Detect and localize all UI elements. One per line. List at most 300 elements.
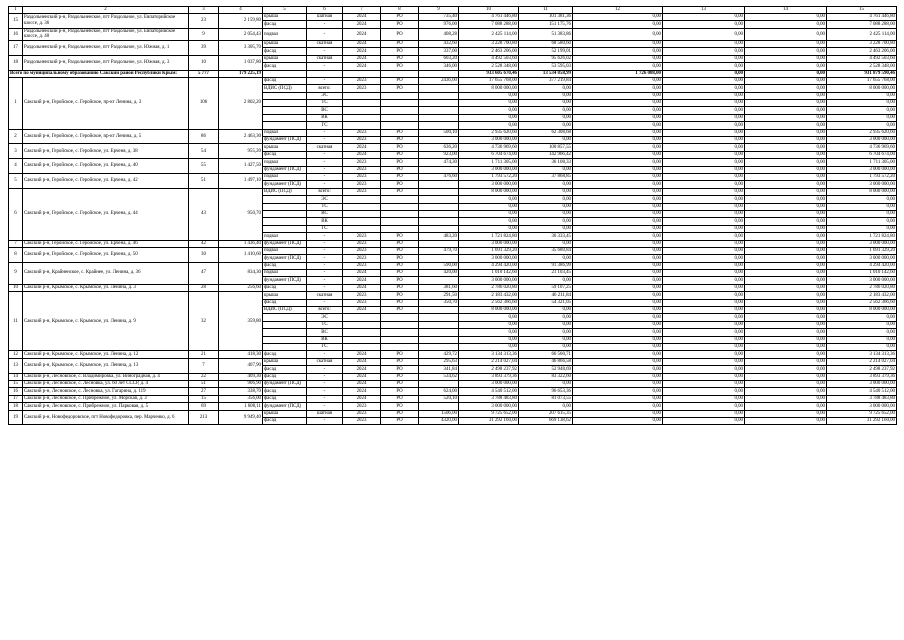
year-cell <box>343 210 381 217</box>
method-cell <box>381 196 419 203</box>
cost-col15-cell: 0,00 <box>827 100 897 107</box>
volume-cell <box>419 181 459 188</box>
cost-col14-cell: 0,00 <box>745 233 827 240</box>
cost-col11-cell: 54 321,05 <box>519 299 573 306</box>
year-cell <box>343 218 381 225</box>
year-cell <box>343 70 381 77</box>
volume-cell <box>419 107 459 114</box>
cost-col13-cell: 0,00 <box>663 203 745 210</box>
method-cell: РО <box>381 292 419 299</box>
column-number-cell: 1 <box>9 7 23 14</box>
volume-cell: 350,70 <box>419 299 459 306</box>
row-number-cell: 15 <box>9 380 23 387</box>
total-cost-cell: 0,00 <box>459 196 519 203</box>
subtype-cell: - <box>307 388 343 395</box>
cost-col11-cell: 100 857,55 <box>519 144 573 151</box>
method-cell <box>381 100 419 107</box>
area-cell: 2 463,30 <box>219 129 263 144</box>
cost-col11-cell: 0,00 <box>519 107 573 114</box>
volume-cell <box>419 114 459 121</box>
total-cost-cell: 1 793 572,20 <box>459 174 519 181</box>
volume-cell: 636,20 <box>419 144 459 151</box>
cost-col12-cell: 0,00 <box>573 225 663 232</box>
apartments-cell: 55 <box>189 159 219 174</box>
subtype-cell: - <box>307 373 343 380</box>
year-cell: 2023 <box>343 417 381 424</box>
row-number-cell: 3 <box>9 144 23 159</box>
row-number-cell: 4 <box>9 159 23 174</box>
subtype-cell: - <box>307 262 343 269</box>
cost-col13-cell: 0,00 <box>663 210 745 217</box>
volume-cell: 474,30 <box>419 159 459 166</box>
column-number-cell: 5 <box>263 7 307 14</box>
cost-col11-cell: 377 219,84 <box>519 77 573 84</box>
cost-col15-cell: 0,00 <box>827 321 897 328</box>
year-cell <box>343 114 381 121</box>
year-cell <box>343 122 381 129</box>
cost-col14-cell: 0,00 <box>745 55 827 62</box>
total-cost-cell: 1 010 142,60 <box>459 270 519 277</box>
cost-col15-cell: 0,00 <box>827 314 897 321</box>
total-cost-cell: 3 000 000,00 <box>459 181 519 188</box>
cost-col12-cell: 0,00 <box>573 28 663 40</box>
method-cell: РО <box>381 233 419 240</box>
work-type-cell: крыша <box>263 410 307 417</box>
work-type-cell: фасад <box>263 388 307 395</box>
address-cell: Сакский р-н, Новофедоровское, пгт Новофедоровка, пер. Марченко, д. 6 <box>23 410 189 425</box>
work-type-cell: фасад <box>263 77 307 84</box>
subtype-cell: - <box>307 240 343 247</box>
cost-col12-cell: 0,00 <box>573 122 663 129</box>
year-cell: 2023 <box>343 181 381 188</box>
cost-col15-cell: 2 214 027,04 <box>827 358 897 365</box>
cost-col13-cell: 0,00 <box>663 233 745 240</box>
cost-col11-cell: 0,00 <box>519 210 573 217</box>
cost-col11-cell: 21 103,45 <box>519 270 573 277</box>
method-cell: РО <box>381 270 419 277</box>
subtype-cell: всего: <box>307 188 343 195</box>
method-cell: РО <box>381 166 419 173</box>
address-cell: Сакский р-н, Геройское, с. Геройское, ул. Ерчена, д. 40 <box>23 159 189 174</box>
volume-cell: 2436,00 <box>419 77 459 84</box>
work-type-cell <box>263 70 307 77</box>
year-cell: 2023 <box>343 159 381 166</box>
total-cost-cell: 0,00 <box>459 343 519 350</box>
row-number-cell: 16 <box>9 388 23 395</box>
work-type-cell: фасад <box>263 151 307 158</box>
cost-col12-cell: 0,00 <box>573 196 663 203</box>
cost-col15-cell: 4 492 503,60 <box>827 55 897 62</box>
cost-col12-cell: 0,00 <box>573 255 663 262</box>
method-cell <box>381 329 419 336</box>
apartments-cell: 27 <box>189 388 219 395</box>
total-cost-cell: 9 725 652,00 <box>459 410 519 417</box>
area-cell: 338,70 <box>219 388 263 395</box>
method-cell <box>381 92 419 99</box>
area-cell: 1 497,10 <box>219 174 263 189</box>
year-cell: 2023 <box>343 129 381 136</box>
cost-col13-cell: 0,00 <box>663 28 745 40</box>
cost-col12-cell: 0,00 <box>573 55 663 62</box>
address-cell: Сакский р-н, Геройское, с. Геройское, ул. Ерчена, д. 50 <box>23 247 189 262</box>
cost-col15-cell: 3 000 000,00 <box>827 240 897 247</box>
subtype-cell: всего: <box>307 85 343 92</box>
method-cell: РО <box>381 284 419 291</box>
column-number-cell: 4 <box>219 7 263 14</box>
total-cost-cell: 2 214 027,04 <box>459 358 519 365</box>
table-row <box>9 395 897 402</box>
subtype-cell: ТС <box>307 203 343 210</box>
column-number-cell: 10 <box>459 7 519 14</box>
cost-col15-cell: 2 562 366,60 <box>827 299 897 306</box>
cost-col12-cell: 0,00 <box>573 210 663 217</box>
cost-col12-cell: 0,00 <box>573 410 663 417</box>
work-type-cell: подвал <box>263 233 307 240</box>
area-cell: 950,70 <box>219 188 263 240</box>
subtype-cell: - <box>307 48 343 55</box>
year-cell: 2024 <box>343 380 381 387</box>
cost-col12-cell: 0,00 <box>573 144 663 151</box>
subtype-cell: ВС <box>307 107 343 114</box>
work-type-cell: подвал <box>263 247 307 254</box>
cost-col11-cell: 0,00 <box>519 255 573 262</box>
volume-cell <box>419 210 459 217</box>
work-type-cell: подвал <box>263 159 307 166</box>
cost-col11-cell: 95 626,02 <box>519 55 573 62</box>
cost-col15-cell: 1 721 824,80 <box>827 233 897 240</box>
row-number-cell: 17 <box>9 395 23 402</box>
total-cost-cell: 3 134 313,36 <box>459 351 519 358</box>
work-type-cell: фундамент (ПСД) <box>263 137 307 144</box>
volume-cell <box>419 122 459 129</box>
subtype-cell: ВК <box>307 336 343 343</box>
cost-col14-cell: 0,00 <box>745 210 827 217</box>
subtype-cell: ТС <box>307 321 343 328</box>
work-type-cell: фундамент (ПСД) <box>263 240 307 247</box>
cost-col13-cell: 0,00 <box>663 40 745 47</box>
subtype-cell: скатная <box>307 40 343 47</box>
method-cell: РО <box>381 181 419 188</box>
row-number-cell: 1 <box>9 77 23 129</box>
cost-col14-cell: 0,00 <box>745 14 827 21</box>
column-number-cell: 12 <box>573 7 663 14</box>
work-type-cell: ВДИС (ПСД) <box>263 85 307 92</box>
cost-col11-cell: 62 308,68 <box>519 129 573 136</box>
method-cell <box>381 336 419 343</box>
year-cell: 2024 <box>343 48 381 55</box>
work-type-cell: фундамент (ПСД) <box>263 277 307 284</box>
area-cell: 418,30 <box>219 351 263 358</box>
row-number-cell: 6 <box>9 188 23 240</box>
year-cell: 2023 <box>343 77 381 84</box>
volume-cell: 534,62 <box>419 373 459 380</box>
table-row <box>9 14 897 21</box>
address-cell: Раздольненский р-н, Раздольненское, пгт Раздольное, ул. Южная, д. 1 <box>23 40 189 55</box>
method-cell: РО <box>381 151 419 158</box>
cost-col11-cell: 0,00 <box>519 100 573 107</box>
cost-col13-cell: 0,00 <box>663 292 745 299</box>
table-row <box>9 28 897 40</box>
subtype-cell: скатная <box>307 55 343 62</box>
apartments-cell: 42 <box>189 240 219 247</box>
column-number-cell: 9 <box>419 7 459 14</box>
volume-cell: 337,00 <box>419 48 459 55</box>
method-cell: РО <box>381 63 419 70</box>
cost-col15-cell: 4 761 446,80 <box>827 14 897 21</box>
apartments-cell: 43 <box>189 188 219 240</box>
cost-col11-cell: 96 653,36 <box>519 388 573 395</box>
subtype-cell: - <box>307 21 343 28</box>
table-row <box>9 262 897 269</box>
method-cell: РО <box>381 188 419 195</box>
cost-col14-cell: 0,00 <box>745 107 827 114</box>
table-row <box>9 373 897 380</box>
volume-cell: 500,10 <box>419 129 459 136</box>
cost-col11-cell: 91 386,99 <box>519 262 573 269</box>
cost-col14-cell: 0,00 <box>745 255 827 262</box>
cost-col12-cell: 0,00 <box>573 129 663 136</box>
row-number-cell: 14 <box>9 373 23 380</box>
total-cost-cell: 8 000 000,00 <box>459 85 519 92</box>
volume-cell: 4320,00 <box>419 417 459 424</box>
subtype-cell: ЭС <box>307 196 343 203</box>
total-cost-cell: 3 000 000,00 <box>459 240 519 247</box>
subtype-cell: - <box>307 270 343 277</box>
volume-cell <box>419 314 459 321</box>
year-cell: 2024 <box>343 351 381 358</box>
method-cell: РО <box>381 351 419 358</box>
year-cell <box>343 203 381 210</box>
work-type-cell: ВДИС (ПСД) <box>263 307 307 314</box>
cost-col13-cell: 0,00 <box>663 144 745 151</box>
subtype-cell: - <box>307 247 343 254</box>
cost-col14-cell: 0,00 <box>745 144 827 151</box>
year-cell: 2024 <box>343 395 381 402</box>
cost-col14-cell: 0,00 <box>745 277 827 284</box>
cost-col11-cell: 0,00 <box>519 114 573 121</box>
area-cell: 906,90 <box>219 380 263 387</box>
address-cell: Сакский р-н, Крымское, с. Крымское, ул. Ленина, д. 12 <box>23 351 189 358</box>
year-cell: 2024 <box>343 14 381 21</box>
method-cell <box>381 314 419 321</box>
total-cost-cell: 2 935 620,60 <box>459 129 519 136</box>
work-type-cell: крыша <box>263 144 307 151</box>
cost-col12-cell: 0,00 <box>573 21 663 28</box>
volume-cell <box>419 255 459 262</box>
year-cell: 2023 <box>343 292 381 299</box>
volume-cell <box>419 92 459 99</box>
work-type-cell: подвал <box>263 174 307 181</box>
work-type-cell: фасад <box>263 366 307 373</box>
subtype-cell: скатная <box>307 292 343 299</box>
cost-col14-cell: 0,00 <box>745 48 827 55</box>
apartments-cell: 22 <box>189 373 219 380</box>
method-cell: РО <box>381 48 419 55</box>
cost-col11-cell: 0,00 <box>519 380 573 387</box>
total-cost-cell: 4 736 969,60 <box>459 144 519 151</box>
apartments-cell: 51 <box>189 380 219 387</box>
cost-col12-cell: 0,00 <box>573 247 663 254</box>
cost-col12-cell: 0,00 <box>573 307 663 314</box>
work-type-cell <box>263 107 307 114</box>
cost-col11-cell: 46 211,84 <box>519 292 573 299</box>
cost-col12-cell: 0,00 <box>573 218 663 225</box>
cost-col14-cell: 0,00 <box>745 403 827 410</box>
area-cell: 1 436,40 <box>219 240 263 247</box>
volume-cell <box>419 188 459 195</box>
volume-cell: 476,60 <box>419 174 459 181</box>
subtype-cell: шатная <box>307 410 343 417</box>
cost-col12-cell: 0,00 <box>573 366 663 373</box>
cost-col11-cell: 0,00 <box>519 122 573 129</box>
cost-col15-cell: 0,00 <box>827 196 897 203</box>
year-cell: 2023 <box>343 174 381 181</box>
cost-col13-cell: 0,00 <box>663 122 745 129</box>
volume-cell: 420,00 <box>419 270 459 277</box>
total-cost-cell: 1 721 824,80 <box>459 233 519 240</box>
year-cell <box>343 329 381 336</box>
apartments-cell: 21 <box>189 351 219 358</box>
cost-col13-cell: 0,00 <box>663 129 745 136</box>
method-cell: РО <box>381 307 419 314</box>
cost-col15-cell: 3 788 483,80 <box>827 395 897 402</box>
cost-col15-cell: 4 540 512,00 <box>827 388 897 395</box>
total-cost-cell: 3 228 700,80 <box>459 40 519 47</box>
year-cell <box>343 321 381 328</box>
method-cell <box>381 321 419 328</box>
cost-col15-cell: 0,00 <box>827 329 897 336</box>
cost-col12-cell: 0,00 <box>573 100 663 107</box>
table-row <box>9 358 897 365</box>
work-type-cell <box>263 100 307 107</box>
apartments-cell: 23 <box>189 14 219 29</box>
work-type-cell: фасад <box>263 262 307 269</box>
cost-col11-cell: 0,00 <box>519 85 573 92</box>
area-cell: 407,90 <box>219 358 263 373</box>
volume-cell: 923,00 <box>419 151 459 158</box>
apartments-cell: 213 <box>189 410 219 425</box>
table-row <box>9 188 897 195</box>
table-row <box>9 380 897 387</box>
cost-col15-cell: 3 000 000,00 <box>827 137 897 144</box>
cost-col12-cell: 0,00 <box>573 284 663 291</box>
work-type-cell <box>263 343 307 350</box>
address-cell: Раздольненский р-н, Раздольненское, пгт Раздольное, ул. Евпаторийское шоссе, д. 36 <box>23 14 189 29</box>
cost-col15-cell: 0,00 <box>827 203 897 210</box>
cost-col15-cell: 8 000 000,00 <box>827 85 897 92</box>
table-row <box>9 77 897 84</box>
year-cell: 2023 <box>343 255 381 262</box>
method-cell <box>381 343 419 350</box>
address-cell: Сакский р-н, Геройское, с. Геройское, ул. Ерчена, д. 44 <box>23 188 189 240</box>
cost-col14-cell: 0,00 <box>745 358 827 365</box>
cost-col12-cell: 0,00 <box>573 336 663 343</box>
work-type-cell <box>263 336 307 343</box>
cost-col15-cell: 0,00 <box>827 343 897 350</box>
subtype-cell: ГС <box>307 343 343 350</box>
cost-col15-cell: 3 000 000,00 <box>827 255 897 262</box>
column-number-cell: 8 <box>381 7 419 14</box>
year-cell: 2024 <box>343 284 381 291</box>
volume-cell: 479,70 <box>419 247 459 254</box>
subtype-cell: - <box>307 28 343 40</box>
subtype-cell: ТС <box>307 100 343 107</box>
cost-col11-cell: 36 333,45 <box>519 233 573 240</box>
total-cost-cell: 0,00 <box>459 122 519 129</box>
cost-col13-cell: 0,00 <box>663 247 745 254</box>
subtype-cell: ЭС <box>307 314 343 321</box>
cost-col15-cell: 4 294 420,00 <box>827 262 897 269</box>
volume-cell <box>419 240 459 247</box>
cost-col13-cell: 0,00 <box>663 159 745 166</box>
work-type-cell <box>263 218 307 225</box>
cost-col12-cell: 0,00 <box>573 48 663 55</box>
method-cell: РО <box>381 417 419 424</box>
cost-col14-cell: 0,00 <box>745 395 827 402</box>
cost-col13-cell: 0,00 <box>663 114 745 121</box>
work-type-cell: ВДИС (ПСД) <box>263 188 307 195</box>
cost-col12-cell: 0,00 <box>573 77 663 84</box>
year-cell: 2024 <box>343 373 381 380</box>
cost-col11-cell: 0,00 <box>519 181 573 188</box>
volume-cell <box>419 336 459 343</box>
method-cell: РО <box>381 174 419 181</box>
address-cell: Сакский р-н, Геройское, с. Геройское, ул. Ерчена, д. 42 <box>23 174 189 189</box>
cost-col15-cell: 1 691 329,20 <box>827 247 897 254</box>
work-type-cell: фасад <box>263 63 307 70</box>
year-cell: 2024 <box>343 28 381 40</box>
total-cost-cell: 933 605 670,46 <box>459 70 519 77</box>
cost-col11-cell: 52 199,01 <box>519 48 573 55</box>
subtype-cell: ВК <box>307 218 343 225</box>
cost-col11-cell: 101 381,36 <box>519 14 573 21</box>
method-cell: РО <box>381 373 419 380</box>
cost-col11-cell: 0,00 <box>519 240 573 247</box>
method-cell: РО <box>381 366 419 373</box>
apartments-cell: 54 <box>189 144 219 159</box>
cost-col11-cell: 151 175,76 <box>519 21 573 28</box>
table-row <box>9 70 897 77</box>
area-cell: 2 054,43 <box>219 28 263 40</box>
cost-col12-cell: 0,00 <box>573 151 663 158</box>
work-type-cell: крыша <box>263 358 307 365</box>
cost-col13-cell: 0,00 <box>663 174 745 181</box>
total-cost-cell: 0,00 <box>459 114 519 121</box>
cost-col15-cell: 931 879 590,46 <box>827 70 897 77</box>
cost-col14-cell: 0,00 <box>745 63 827 70</box>
row-number-cell: 10 <box>9 284 23 291</box>
area-cell: 955,20 <box>219 144 263 159</box>
address-cell: Сакский р-н, Крымское, с. Крымское, ул. Ленина, д. 13 <box>23 358 189 373</box>
cost-col15-cell: 2 786 020,80 <box>827 284 897 291</box>
year-cell <box>343 225 381 232</box>
cost-col11-cell: 0,00 <box>519 343 573 350</box>
work-type-cell: фасад <box>263 351 307 358</box>
method-cell: РО <box>381 55 419 62</box>
year-cell <box>343 343 381 350</box>
cost-col14-cell: 0,00 <box>745 410 827 417</box>
total-cost-cell: 1 711 305,00 <box>459 159 519 166</box>
year-cell: 2023 <box>343 188 381 195</box>
total-cost-cell: 2 528 348,00 <box>459 63 519 70</box>
cost-col14-cell: 0,00 <box>745 21 827 28</box>
apartments-cell: 86 <box>189 129 219 144</box>
cost-col12-cell: 0,00 <box>573 299 663 306</box>
subtype-cell: ГС <box>307 122 343 129</box>
method-cell <box>381 70 419 77</box>
row-number-cell: 11 <box>9 292 23 351</box>
cost-col12-cell: 0,00 <box>573 188 663 195</box>
